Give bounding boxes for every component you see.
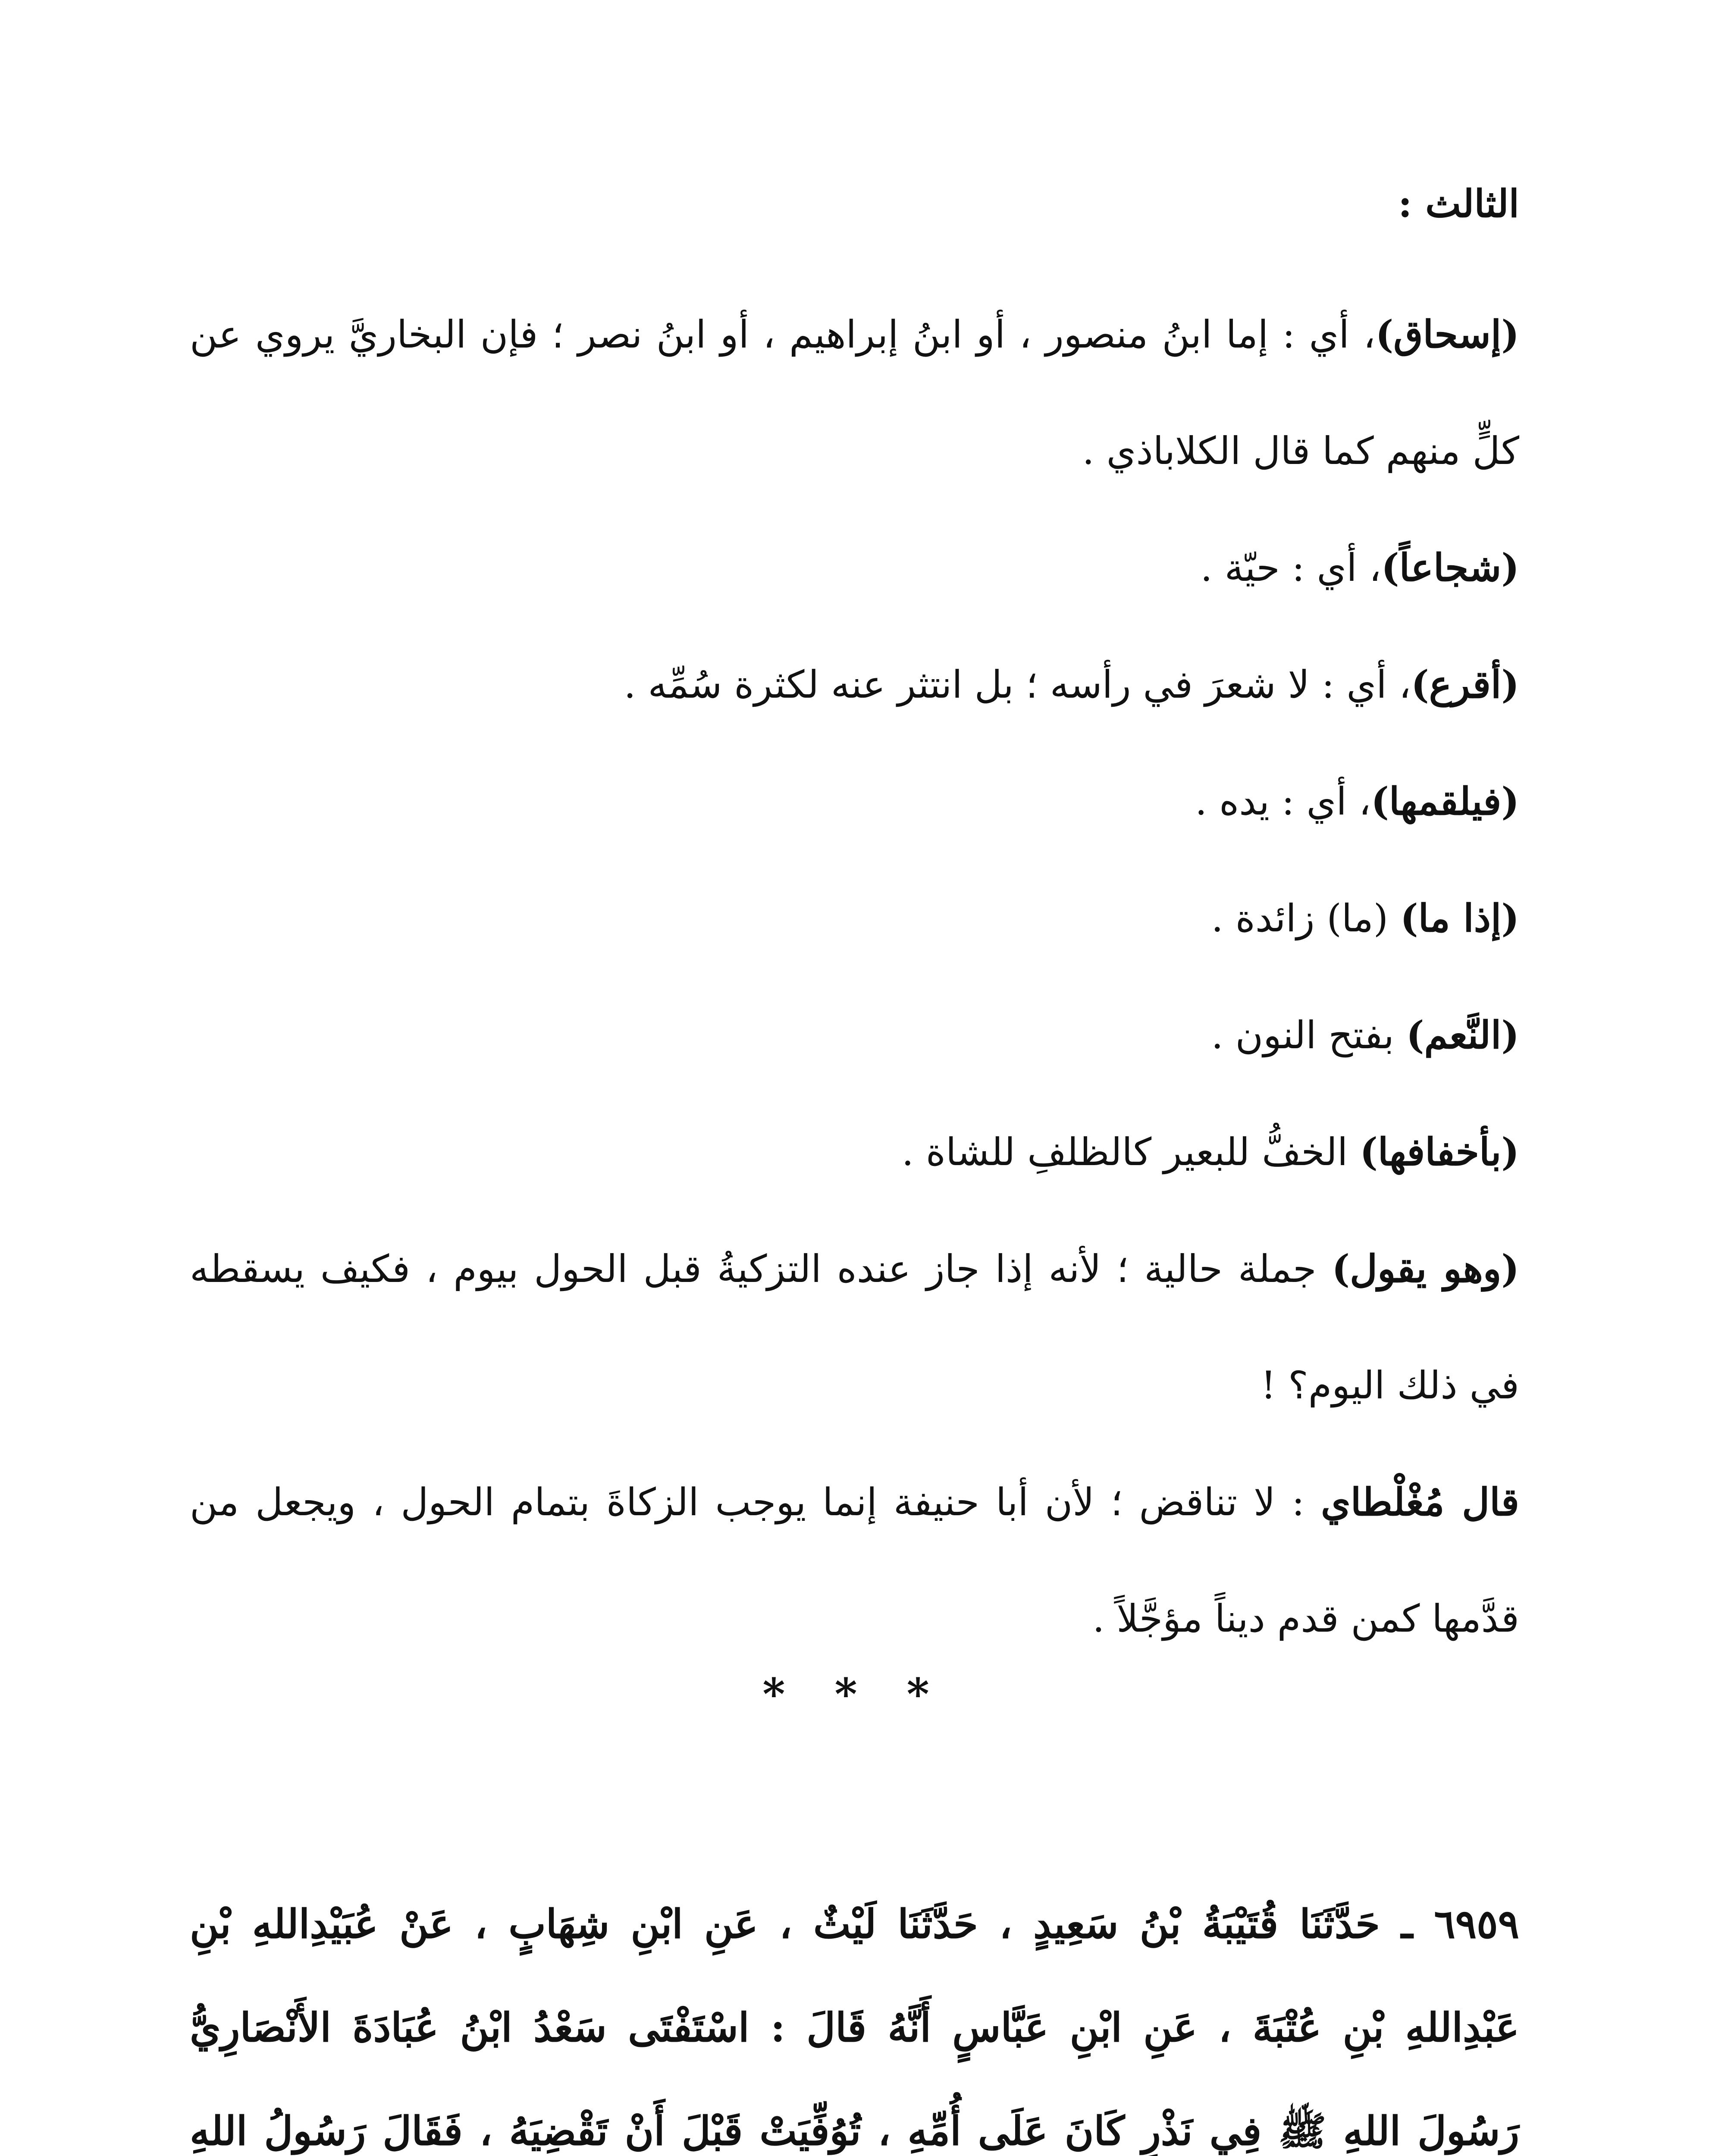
entry-term: (فيلقمها)	[1371, 779, 1519, 824]
entry-term: (شجاعاً)	[1381, 545, 1519, 590]
commentary-entry-mughaltay	[190, 1444, 1519, 1677]
commentary-entry-yalqamuha	[190, 743, 1519, 860]
entry-text: جملة حالية ؛ لأنه إذا جاز عنده التزكيةُ قبل الحول بيوم ، فكيف يسقطه في ذلك اليوم؟ !	[190, 1247, 1519, 1407]
entry-text: بفتح النون .	[1211, 1013, 1406, 1057]
commentary-entry-shujaa	[190, 509, 1519, 626]
entry-term: (النَّعم)	[1406, 1012, 1519, 1057]
entry-term: (وهو يقول)	[1332, 1246, 1519, 1291]
commentary-entry-naam	[190, 977, 1519, 1094]
entry-text: ، أي : حيّة .	[1200, 545, 1382, 590]
entry-text: الخفُّ للبعير كالظلفِ للشاة .	[901, 1130, 1360, 1174]
entry-text: ، أي : إما ابنُ منصور ، أو ابنُ إبراهيم ، أو ابنُ نصر ؛ فإن البخاريَّ يروي عن كلٍّ منهم كما قال الكلاباذي .	[190, 312, 1519, 473]
commentary-entry-ishaq	[190, 276, 1519, 509]
entry-term: قال مُغْلْطاي	[1320, 1479, 1519, 1524]
commentary-entry-idha-ma	[190, 860, 1519, 977]
entry-term: (بأخفافها)	[1360, 1129, 1519, 1174]
section-title: الثالث :	[1398, 181, 1519, 226]
book-page	[190, 0, 1519, 2156]
commentary-entry-akhfaf	[190, 1094, 1519, 1210]
entry-text: ، أي : يده .	[1195, 779, 1371, 824]
entry-text: : لا تناقض ؛ لأن أبا حنيفة إنما يوجب الزكاةَ بتمام الحول ، ويجعل من قدَّمها كمن قدم ديناً مؤجَّلاً .	[190, 1480, 1519, 1641]
entry-term: (إسحاق)	[1375, 312, 1519, 357]
entry-term: (أقرع)	[1411, 662, 1519, 707]
commentary-entry-aqra	[190, 626, 1519, 743]
entry-text: (ما) زائدة .	[1211, 896, 1401, 940]
hadith-text: ٦٩٥٩ ـ حَدَّثَنَا قُتَيْبَةُ بْنُ سَعِيدٍ ، حَدَّثَنَا لَيْثٌ ، عَنِ ابْنِ شِهَابٍ ، عَنْ عُبَيْدِاللهِ بْنِ عَبْدِاللهِ بْنِ عُتْبَةَ ، عَنِ ابْنِ عَبَّاسٍ أَنَّهُ قَالَ : اسْتَفْتَى سَعْدُ ابْنُ عُبَادَةَ الأَنْصَارِيُّ رَسُولَ اللهِ ﷺ فِي نَذْرٍ كَانَ عَلَى أُمِّهِ ، تُوُفِّيَتْ قَبْلَ أَنْ تَقْضِيَهُ ، فَقَالَ رَسُولُ اللهِ	[190, 1901, 1519, 2154]
section-separator: * * *	[762, 1669, 947, 1720]
commentary-list	[190, 276, 1519, 1677]
commentary-entry-wahuwa-yaqul	[190, 1210, 1519, 1444]
entry-term: (إذا ما)	[1400, 896, 1519, 940]
entry-text: ، أي : لا شعرَ في رأسه ؛ بل انتثر عنه لكثرة سُمِّه .	[624, 662, 1411, 707]
